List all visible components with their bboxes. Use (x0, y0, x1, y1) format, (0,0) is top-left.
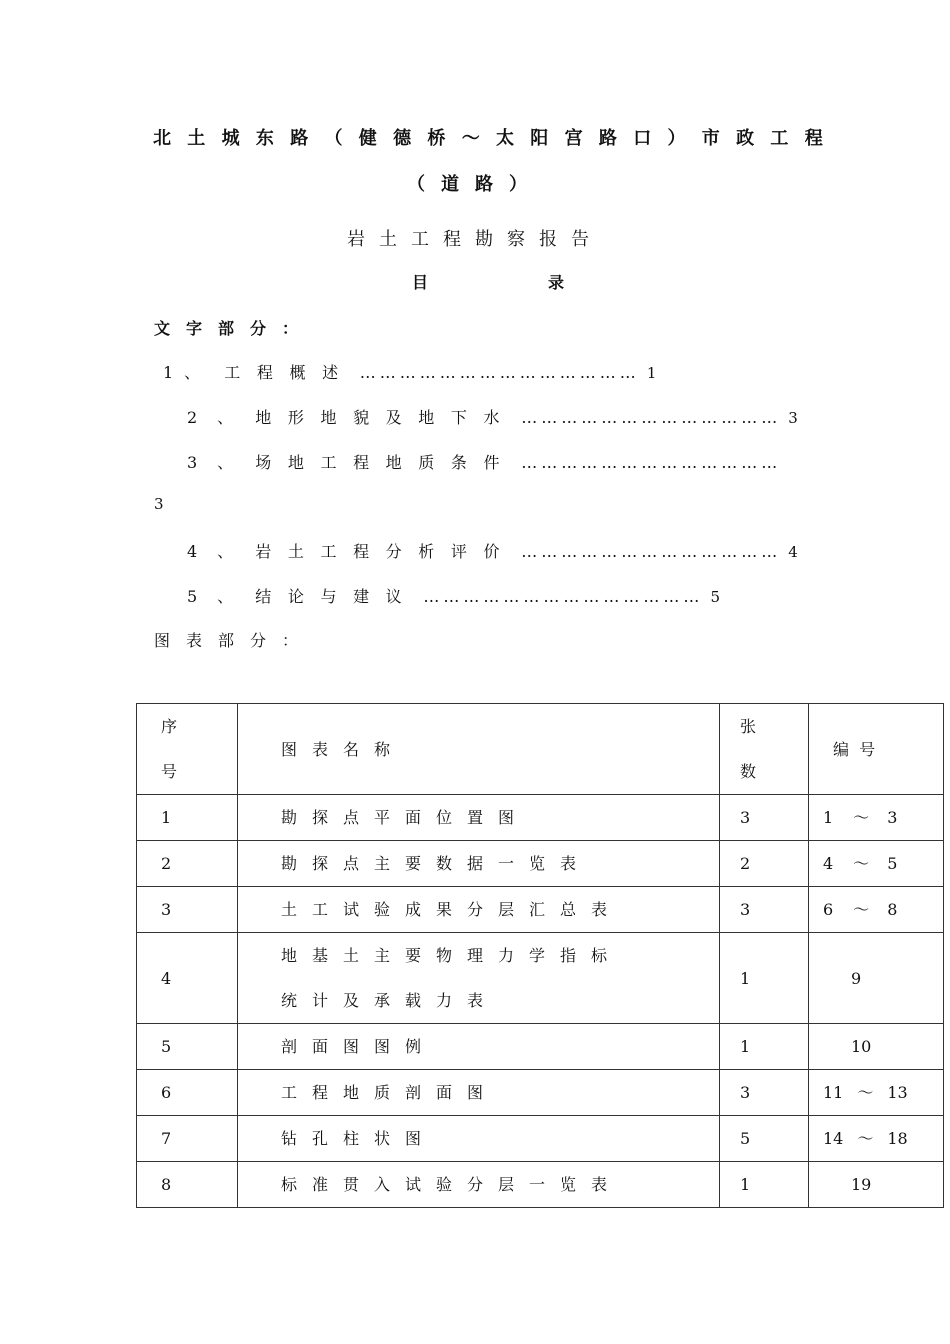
toc-item-label: 工程概述 (224, 363, 355, 382)
header-count-line1: 张 (740, 717, 757, 736)
row-number: 10 (809, 1024, 944, 1070)
range-tilde: ～ (853, 808, 870, 827)
range-tilde: ～ (857, 1083, 874, 1102)
header-count-line2: 数 (740, 762, 757, 781)
row-count: 1 (720, 933, 809, 1024)
row-seq: 3 (137, 887, 238, 933)
row-name: 钻孔柱状图 (238, 1116, 720, 1162)
toc-item-leader: ………………………………… (521, 408, 782, 427)
table-row (137, 1116, 944, 1162)
range-to: 13 (887, 1083, 908, 1102)
toc-item-5 (187, 584, 720, 607)
row-name (238, 933, 720, 1024)
contents-heading-char1: 目 (412, 273, 429, 292)
row-name: 工程地质剖面图 (238, 1070, 720, 1116)
toc-item-label: 场地工程地质条件 (255, 453, 517, 472)
row-name: 勘探点平面位置图 (238, 795, 720, 841)
header-name: 图表名称 (238, 704, 720, 795)
range-from: 11 (823, 1083, 844, 1102)
row-count: 3 (720, 1070, 809, 1116)
toc-item-label: 岩土工程分析评价 (255, 542, 517, 561)
toc-item-4 (187, 539, 798, 562)
row-seq: 1 (137, 795, 238, 841)
toc-item-separator: 、 (217, 542, 234, 561)
toc-item-separator: 、 (217, 453, 234, 472)
report-title-line1: 北土城东路（健德桥～太阳宫路口）市政工程 (153, 128, 839, 149)
row-seq: 7 (137, 1116, 238, 1162)
toc-item-label: 结论与建议 (255, 587, 419, 606)
range-tilde: ～ (853, 854, 870, 873)
row-name: 勘探点主要数据一览表 (238, 841, 720, 887)
row-number: 9 (809, 933, 944, 1024)
toc-item-page: 4 (788, 543, 798, 561)
range-tilde: ～ (857, 1129, 874, 1148)
range-tilde: ～ (853, 900, 870, 919)
toc-item-number: 3 (187, 453, 198, 472)
text-section-heading: 文字部分： (154, 319, 315, 338)
header-seq (137, 704, 238, 795)
header-seq-line1: 序 (161, 717, 178, 736)
row-seq: 5 (137, 1024, 238, 1070)
table-row (137, 1162, 944, 1208)
toc-item-number: 4 (187, 542, 198, 561)
toc-item-1 (163, 360, 656, 383)
range-from: 6 (823, 900, 834, 919)
table-row (137, 887, 944, 933)
contents-heading-char2: 录 (548, 273, 565, 292)
chart-section-heading: 图表部分： (154, 631, 315, 650)
row-count: 3 (720, 887, 809, 933)
range-to: 18 (887, 1129, 908, 1148)
toc-item-number: 2 (187, 408, 198, 427)
toc-item-page: 5 (710, 588, 721, 606)
charts-table (136, 703, 944, 1208)
row-name-line1: 地基土主要物理力学指标 (281, 946, 623, 965)
table-row (137, 841, 944, 887)
table-row (137, 1024, 944, 1070)
toc-item-number: 1 (163, 363, 174, 382)
toc-item-page: 3 (154, 495, 164, 513)
row-number-range (809, 795, 944, 841)
toc-item-leader: …………………………………… (423, 587, 704, 606)
toc-item-number: 5 (187, 587, 198, 606)
row-name-line2: 统计及承载力表 (281, 991, 499, 1010)
table-row (137, 1070, 944, 1116)
range-from: 1 (823, 808, 834, 827)
row-number-range (809, 887, 944, 933)
row-count: 1 (720, 1024, 809, 1070)
report-subtitle: 岩土工程勘察报告 (347, 229, 603, 250)
table-row (137, 795, 944, 841)
range-from: 14 (823, 1129, 844, 1148)
range-to: 8 (887, 900, 898, 919)
row-number-range (809, 841, 944, 887)
row-name: 标准贯入试验分层一览表 (238, 1162, 720, 1208)
row-count: 5 (720, 1116, 809, 1162)
header-count (720, 704, 809, 795)
row-seq: 6 (137, 1070, 238, 1116)
toc-item-separator: 、 (184, 363, 201, 382)
row-seq: 8 (137, 1162, 238, 1208)
row-count: 1 (720, 1162, 809, 1208)
header-seq-line2: 号 (161, 762, 178, 781)
toc-item-3 (187, 450, 781, 473)
row-count: 3 (720, 795, 809, 841)
row-seq: 4 (137, 933, 238, 1024)
header-number: 编 号 (809, 704, 944, 795)
range-to: 5 (887, 854, 898, 873)
report-title-line2: （道路） (407, 174, 543, 195)
toc-item-label: 地形地貌及地下水 (255, 408, 517, 427)
range-to: 3 (887, 808, 898, 827)
toc-item-separator: 、 (217, 408, 234, 427)
row-seq: 2 (137, 841, 238, 887)
toc-item-page: 1 (646, 364, 657, 382)
toc-item-separator: 、 (217, 587, 234, 606)
range-from: 4 (823, 854, 834, 873)
row-name: 剖面图图例 (238, 1024, 720, 1070)
toc-item-2 (187, 405, 798, 428)
toc-item-leader: …………………………………… (359, 363, 640, 382)
row-number: 19 (809, 1162, 944, 1208)
row-number-range (809, 1070, 944, 1116)
table-header-row (137, 704, 944, 795)
table-row (137, 933, 944, 1024)
row-number-range (809, 1116, 944, 1162)
toc-item-page: 3 (788, 409, 798, 427)
row-name: 土工试验成果分层汇总表 (238, 887, 720, 933)
toc-item-leader: ………………………………… (521, 453, 782, 472)
row-count: 2 (720, 841, 809, 887)
toc-item-leader: ………………………………… (521, 542, 782, 561)
